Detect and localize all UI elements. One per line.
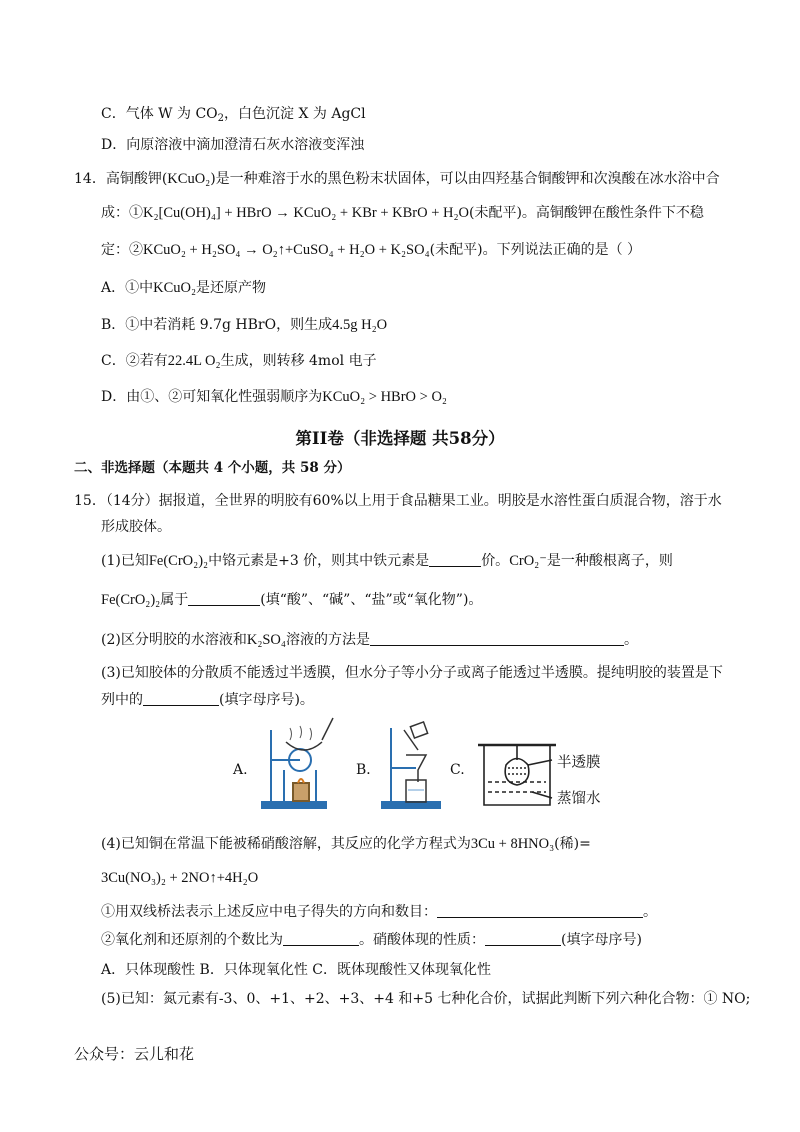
figure-c-label: C.: [450, 762, 465, 778]
answer-blank-bridge[interactable]: [437, 903, 643, 918]
figure-c-label-membrane: 半透膜: [557, 755, 601, 771]
figure-a-label: A.: [233, 762, 248, 778]
q15-stem-line2: 形成胶体。: [101, 519, 171, 535]
footer-wechat: 公众号：云儿和花: [74, 1045, 195, 1063]
section-title: 第II卷（非选择题 共58分）: [295, 429, 505, 448]
q15-part3-line1: (3)已知胶体的分散质不能透过半透膜，但水分子等小分子或离子能透过半透膜。提纯明胶的装置是下: [101, 665, 723, 681]
answer-blank-property[interactable]: [485, 931, 561, 946]
q15-part2: (2)区分明胶的水溶液和K₂SO₄溶液的方法是 。: [101, 632, 638, 648]
q15-part5: (5)已知：氮元素有-3、0、+1、+2、+3、+4 和+5 七种化合价，试据此判断下列六种化合物：① NO;: [101, 991, 751, 1007]
equation-1: K₂[Cu(OH)₄] + HBrO → KCuO₂ + KBr + KBrO + H₂O: [143, 205, 469, 221]
q14-stem-line1: 14．高铜酸钾(KCuO₂)是一种难溶于水的黑色粉末状固体，可以由四羟基合铜酸钾和次溴酸在冰水浴中合: [74, 171, 720, 187]
q14-stem-line2: 成：①K₂[Cu(OH)₄] + HBrO → KCuO₂ + KBr + KBrO + H₂O(未配平)。高铜酸钾在酸性条件下不稳: [101, 205, 704, 221]
q14-option-a: A．①中KCuO₂是还原产物: [101, 280, 267, 296]
figure-b-label: B．: [356, 762, 381, 778]
q15-part3-line2: 列中的 (填字母序号)。: [101, 692, 314, 708]
figure-c-label-water: 蒸馏水: [557, 791, 601, 807]
q15-part1-line2: Fe(CrO₂)₂属于 (填“酸”、“碱”、“盐”或“氧化物”)。: [101, 592, 483, 608]
q14-stem-line3: 定：②KCuO₂ + H₂SO₄ → O₂↑+CuSO₄ + H₂O + K₂SO₄(未配平)。下列说法正确的是（ ）: [101, 242, 642, 258]
q15-part4-options: A．只体现酸性 B．只体现氧化性 C．既体现酸性又体现氧化性: [101, 962, 492, 978]
filtration-apparatus-icon: [382, 722, 440, 808]
answer-blank-ratio[interactable]: [283, 931, 359, 946]
evaporation-apparatus-icon: [262, 718, 333, 808]
q15-part4-line2: 3Cu(NO₃)₂ + 2NO↑+4H₂O: [101, 870, 259, 886]
q15-part4-line1: (4)已知铜在常温下能被稀硝酸溶解，其反应的化学方程式为3Cu + 8HNO₃(稀)=: [101, 836, 591, 852]
q13-option-d: D．向原溶液中滴加澄清石灰水溶液变浑浊: [101, 137, 365, 153]
q15-stem-line1: 15．（14分）据报道，全世界的明胶有60%以上用于食品糖果工业。明胶是水溶性蛋白质混合物，溶于水: [74, 493, 722, 509]
q14-option-c: C．②若有22.4L O₂生成，则转移 4mol 电子: [101, 353, 377, 369]
equation-2: KCuO₂ + H₂SO₄ → O₂↑+CuSO₄ + H₂O + K₂SO₄: [143, 242, 430, 258]
q15-part4-i: ①用双线桥法表示上述反应中电子得失的方向和数目： 。: [101, 904, 657, 920]
q14-option-b: B．①中若消耗 9.7g HBrO，则生成4.5g H₂O: [101, 317, 388, 333]
part-heading: 二、非选择题（本题共 4 个小题，共 58 分）: [74, 460, 351, 476]
dialysis-apparatus-icon: [478, 745, 556, 805]
q15-part1-line1: (1)已知Fe(CrO₂)₂中铬元素是+3 价，则其中铁元素是 价。CrO₂⁻是一种酸根离子，则: [101, 553, 673, 569]
q15-part4-ii: ②氧化剂和还原剂的个数比为 。硝酸体现的性质： (填字母序号): [101, 932, 642, 948]
q13-option-c: C．气体 W 为 $CO_2$，白色沉淀 X 为 AgCl: [101, 106, 366, 124]
q14-option-d: D．由①、②可知氧化性强弱顺序为KCuO₂ > HBrO > O₂: [101, 389, 447, 405]
